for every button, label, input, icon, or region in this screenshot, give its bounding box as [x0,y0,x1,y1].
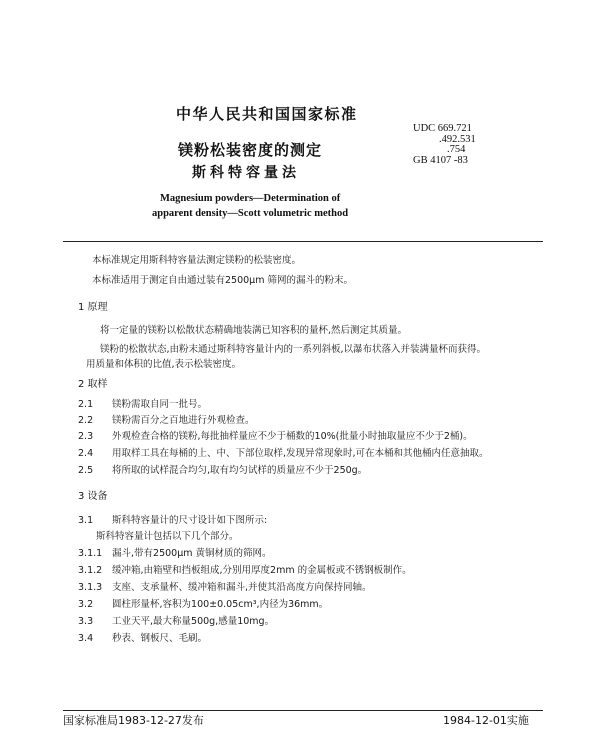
udc-code-line3: .754 [447,144,466,155]
list-item: 3.1.3 支座、支承量杯、缓冲箱和漏斗,并使其沿高度方向保持同轴。 [78,582,372,593]
header-divider [63,241,543,242]
list-item: 3.4 秒表、钢板尺、毛刷。 [78,633,208,644]
list-item: 2.5 将所取的试样混合均匀,取有均匀试样的质量应不少于250g。 [78,465,368,476]
section-1-heading: 1 原理 [78,302,108,313]
section-1-paragraph-2: 镁粉的松散状态,由粉末通过斯科特容量计内的一系列斜板,以瀑布状落入并装满量杯而获得。 [100,344,487,355]
list-item: 3.1.2 缓冲箱,由箱壁和挡板组成,分别用厚度2mm 的金属板或不锈钢板制作。 [78,565,412,576]
intro-paragraph-2: 本标准适用于测定自由通过装有2500μm 筛网的漏斗的粉末。 [92,275,353,286]
section-3-heading: 3 设备 [78,491,108,502]
document-title-cn: 镁粉松装密度的测定 [178,141,323,159]
classification-block [413,124,476,166]
section-1-paragraph-1: 将一定量的镁粉以松散状态精确地装满已知容积的量杯,然后测定其质量。 [100,325,408,336]
gb-number: GB 4107 -83 [413,154,468,166]
implementation-date: 1984-12-01实施 [443,714,529,727]
list-item: 2.1 镁粉需取自同一批号。 [78,399,208,410]
footer-divider [63,710,543,711]
issue-date: 国家标准局1983-12-27发布 [63,714,204,727]
english-title-line1: Magnesium powders—Determination of [160,193,341,204]
list-item: 斯科特容量计包括以下几个部分。 [96,531,239,542]
standard-title: 中华人民共和国国家标准 [176,105,358,123]
list-item: 2.2 镁粉需百分之百地进行外观检查。 [78,415,255,426]
list-item: 2.4 用取样工具在每桶的上、中、下部位取样,发现异常现象时,可在本桶和其他桶内任意抽取。 [78,448,489,459]
document-subtitle-cn: 斯科特容量法 [192,165,300,181]
list-item: 3.3 工业天平,最大称量500g,感量10mg。 [78,616,275,627]
list-item: 3.1 斯科特容量计的尺寸设计如下图所示: [78,515,268,526]
list-item: 2.3 外观检查合格的镁粉,每批抽样量应不少于桶数的10%(批量小时抽取量应不少于2桶)。 [78,431,473,442]
list-item: 3.2 圆柱形量杯,容积为100±0.05cm³,内径为36mm。 [78,599,329,610]
english-title-line2: apparent density—Scott volumetric method [152,208,349,219]
intro-paragraph-1: 本标准规定用斯科特容量法测定镁粉的松装密度。 [92,255,302,266]
section-1-paragraph-2-cont: 用质量和体积的比值,表示松装密度。 [86,359,242,370]
list-item: 3.1.1 漏斗,带有2500μm 黄铜材质的筛网。 [78,548,272,559]
udc-code: UDC 669.721 [413,123,472,134]
udc-code-line2: .492.531 [439,133,476,145]
section-2-heading: 2 取样 [78,379,108,390]
